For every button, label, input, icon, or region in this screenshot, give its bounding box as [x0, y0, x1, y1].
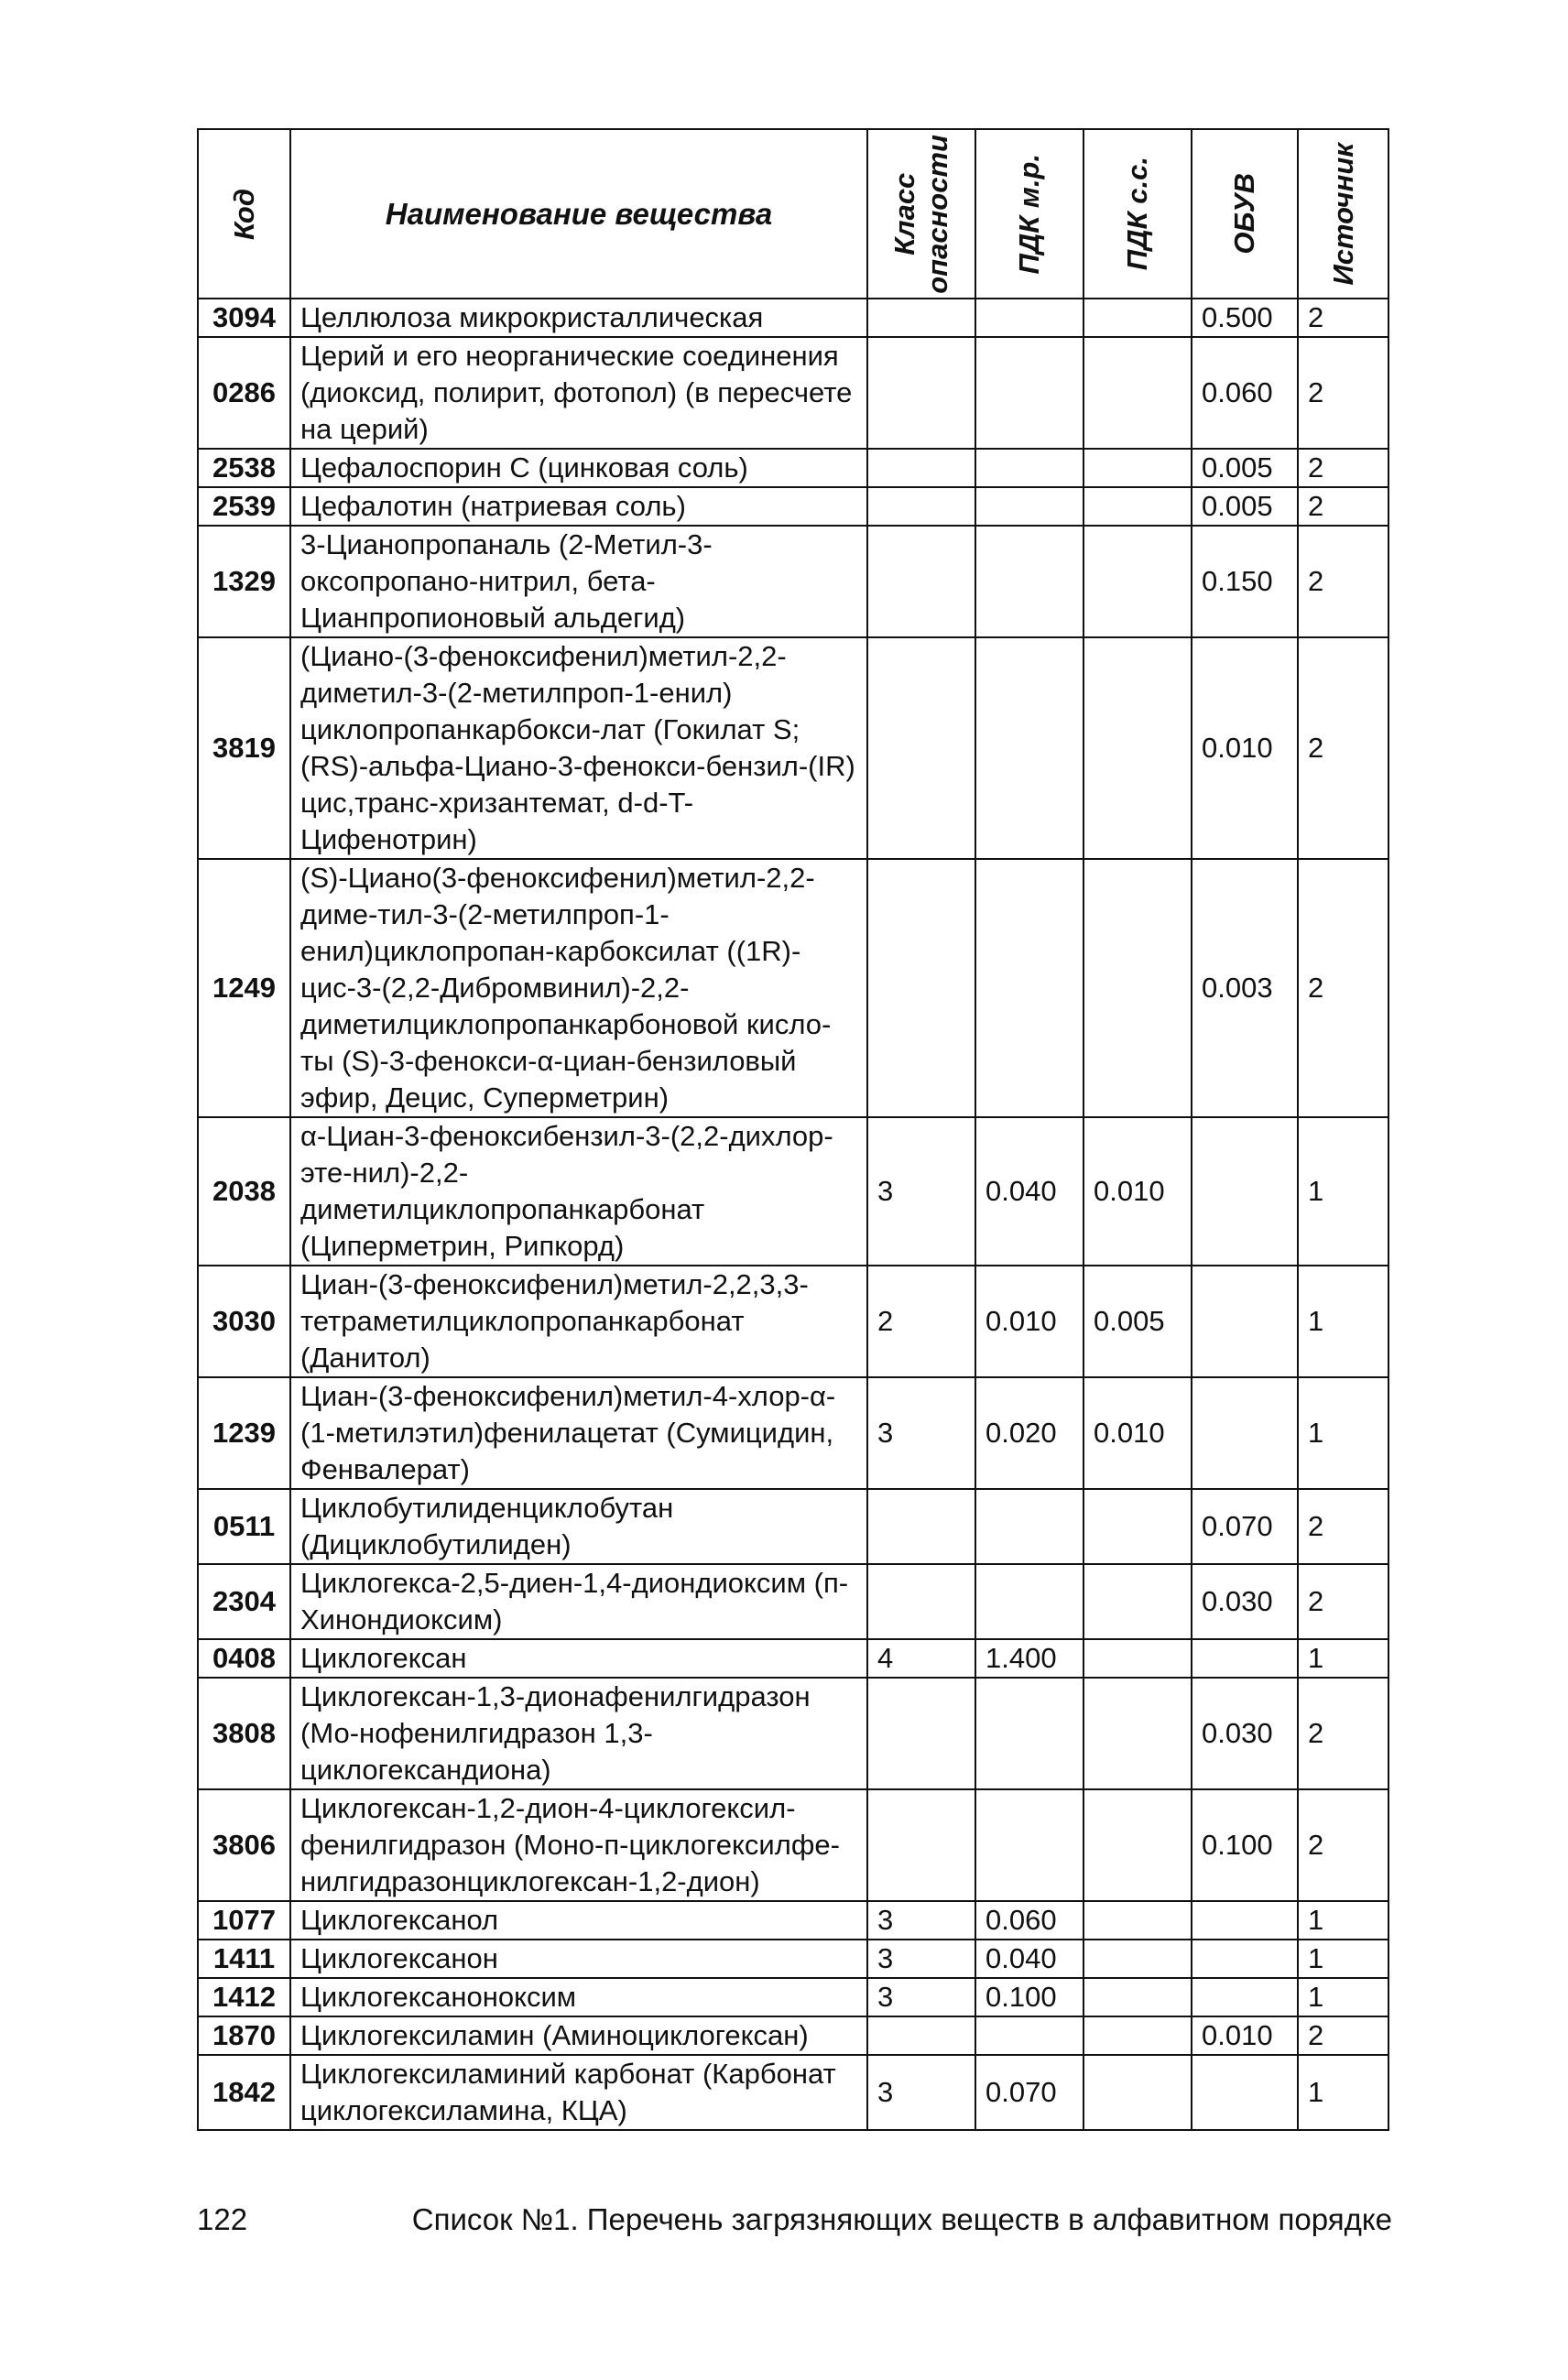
- cell-pdk-mr: 0.060: [975, 1901, 1083, 1940]
- cell-obuv: [1192, 1266, 1298, 1377]
- table-row: [198, 1564, 1388, 1639]
- cell-hazard-class: [867, 449, 975, 487]
- cell-pdk-ss: 0.010: [1083, 1377, 1192, 1489]
- cell-pdk-mr: 0.020: [975, 1377, 1083, 1489]
- header-pdk-ss: ПДК с.с.: [1083, 129, 1192, 299]
- table-row: [198, 1489, 1388, 1564]
- cell-obuv: 0.010: [1192, 2016, 1298, 2055]
- cell-name: Циклогексанон: [290, 1940, 867, 1978]
- header-name: Наименование вещества: [290, 129, 867, 299]
- cell-source: 1: [1298, 1117, 1388, 1266]
- cell-obuv: 0.100: [1192, 1789, 1298, 1901]
- cell-pdk-mr: [975, 1564, 1083, 1639]
- header-obuv: ОБУВ: [1192, 129, 1298, 299]
- table-row: [198, 1978, 1388, 2016]
- cell-code: 1239: [198, 1377, 290, 1489]
- cell-pdk-ss: [1083, 859, 1192, 1117]
- cell-pdk-ss: [1083, 2055, 1192, 2130]
- cell-name: Целлюлоза микрокристаллическая: [290, 299, 867, 337]
- cell-source: 1: [1298, 1901, 1388, 1940]
- footer-title: Список №1. Перечень загрязняющих веществ в алфавитном порядке: [411, 2202, 1392, 2236]
- cell-name: Цефалоспорин С (цинковая соль): [290, 449, 867, 487]
- cell-source: 2: [1298, 2016, 1388, 2055]
- cell-pdk-mr: [975, 1789, 1083, 1901]
- cell-source: 1: [1298, 2055, 1388, 2130]
- cell-pdk-ss: [1083, 1978, 1192, 2016]
- cell-obuv: 0.070: [1192, 1489, 1298, 1564]
- cell-code: 3808: [198, 1678, 290, 1789]
- table-row: [198, 2016, 1388, 2055]
- cell-name: Циклобутилиденциклобутан (Дициклобутилиден): [290, 1489, 867, 1564]
- cell-pdk-ss: [1083, 1639, 1192, 1678]
- cell-hazard-class: [867, 1678, 975, 1789]
- cell-hazard-class: 3: [867, 1978, 975, 2016]
- cell-source: 1: [1298, 1639, 1388, 1678]
- cell-code: 0286: [198, 337, 290, 449]
- cell-pdk-mr: 0.040: [975, 1117, 1083, 1266]
- cell-pdk-ss: [1083, 449, 1192, 487]
- cell-obuv: 0.010: [1192, 637, 1298, 859]
- cell-code: 1249: [198, 859, 290, 1117]
- cell-pdk-ss: [1083, 1678, 1192, 1789]
- header-code: Код: [198, 129, 290, 299]
- cell-pdk-ss: [1083, 1789, 1192, 1901]
- cell-obuv: 0.060: [1192, 337, 1298, 449]
- cell-pdk-mr: [975, 449, 1083, 487]
- cell-hazard-class: [867, 337, 975, 449]
- header-pdk-mr: ПДК м.р.: [975, 129, 1083, 299]
- cell-source: 2: [1298, 1789, 1388, 1901]
- cell-source: 1: [1298, 1978, 1388, 2016]
- cell-pdk-ss: [1083, 1564, 1192, 1639]
- table-row: [198, 449, 1388, 487]
- cell-pdk-ss: [1083, 487, 1192, 526]
- cell-code: 3806: [198, 1789, 290, 1901]
- cell-source: 2: [1298, 299, 1388, 337]
- table-row: [198, 1266, 1388, 1377]
- header-source: Источник: [1298, 129, 1388, 299]
- cell-source: 2: [1298, 637, 1388, 859]
- cell-pdk-mr: 0.100: [975, 1978, 1083, 2016]
- table-row: [198, 337, 1388, 449]
- cell-name: Циклогексиламиний карбонат (Карбонат циклогексиламина, КЦА): [290, 2055, 867, 2130]
- cell-hazard-class: [867, 2016, 975, 2055]
- cell-source: 2: [1298, 449, 1388, 487]
- cell-obuv: 0.500: [1192, 299, 1298, 337]
- cell-name: Циклогексан-1,3-дионафенилгидразон (Мо-нофенилгидразон 1,3-циклогександиона): [290, 1678, 867, 1789]
- cell-code: 1077: [198, 1901, 290, 1940]
- cell-pdk-ss: [1083, 1489, 1192, 1564]
- cell-name: Циан-(3-феноксифенил)метил-4-хлор-α-(1-метилэтил)фенилацетат (Сумицидин, Фенвалерат): [290, 1377, 867, 1489]
- cell-source: 2: [1298, 526, 1388, 637]
- table-row: [198, 1678, 1388, 1789]
- cell-obuv: 0.005: [1192, 487, 1298, 526]
- cell-hazard-class: [867, 487, 975, 526]
- cell-obuv: 0.005: [1192, 449, 1298, 487]
- cell-pdk-ss: [1083, 299, 1192, 337]
- cell-pdk-ss: [1083, 526, 1192, 637]
- cell-pdk-mr: [975, 1489, 1083, 1564]
- table-row: [198, 859, 1388, 1117]
- cell-pdk-ss: [1083, 337, 1192, 449]
- table-row: [198, 487, 1388, 526]
- cell-pdk-mr: [975, 337, 1083, 449]
- cell-name: Церий и его неорганические соединения (диоксид, полирит, фотопол) (в пересчете на церий): [290, 337, 867, 449]
- table-row: [198, 1639, 1388, 1678]
- cell-obuv: 0.150: [1192, 526, 1298, 637]
- cell-pdk-mr: [975, 2016, 1083, 2055]
- table-row: [198, 1117, 1388, 1266]
- cell-pdk-mr: [975, 526, 1083, 637]
- cell-name: (S)-Циано(3-феноксифенил)метил-2,2-диме-тил-3-(2-метилпроп-1-енил)циклопропан-карбоксилат ((1R)-цис-3-(2,2-Дибромвинил)-2,2-диметилциклопропанкарбоновой кисло-ты (S)-3-фенокси-α-циан-бензиловый эфир, Децис, Суперметрин): [290, 859, 867, 1117]
- cell-obuv: [1192, 1117, 1298, 1266]
- table-body: [198, 299, 1388, 2130]
- cell-code: 2304: [198, 1564, 290, 1639]
- cell-hazard-class: 2: [867, 1266, 975, 1377]
- cell-source: 1: [1298, 1266, 1388, 1377]
- cell-obuv: [1192, 1639, 1298, 1678]
- cell-pdk-ss: [1083, 1901, 1192, 1940]
- cell-name: 3-Цианопропаналь (2-Метил-3-оксопропано-нитрил, бета-Цианпропионовый альдегид): [290, 526, 867, 637]
- cell-name: Циклогексанол: [290, 1901, 867, 1940]
- cell-pdk-mr: 0.040: [975, 1940, 1083, 1978]
- cell-source: 2: [1298, 1678, 1388, 1789]
- cell-obuv: [1192, 1901, 1298, 1940]
- cell-code: 2539: [198, 487, 290, 526]
- cell-obuv: 0.030: [1192, 1564, 1298, 1639]
- table-row: [198, 1789, 1388, 1901]
- cell-pdk-ss: [1083, 1940, 1192, 1978]
- cell-pdk-ss: 0.005: [1083, 1266, 1192, 1377]
- cell-obuv: 0.030: [1192, 1678, 1298, 1789]
- cell-source: 1: [1298, 1377, 1388, 1489]
- table-row: [198, 2055, 1388, 2130]
- cell-name: Циклогекса-2,5-диен-1,4-диондиоксим (п-Хинондиоксим): [290, 1564, 867, 1639]
- cell-source: 2: [1298, 1489, 1388, 1564]
- cell-source: 1: [1298, 1940, 1388, 1978]
- cell-pdk-ss: [1083, 2016, 1192, 2055]
- header-row: [198, 129, 1388, 299]
- cell-name: Циклогексан: [290, 1639, 867, 1678]
- page-number: 122: [197, 2202, 248, 2236]
- cell-pdk-mr: 0.070: [975, 2055, 1083, 2130]
- cell-code: 3030: [198, 1266, 290, 1377]
- cell-code: 2038: [198, 1117, 290, 1266]
- cell-name: Циклогексаноноксим: [290, 1978, 867, 2016]
- cell-hazard-class: [867, 859, 975, 1117]
- cell-hazard-class: 4: [867, 1639, 975, 1678]
- cell-pdk-ss: [1083, 637, 1192, 859]
- cell-pdk-mr: [975, 487, 1083, 526]
- cell-pdk-mr: [975, 637, 1083, 859]
- cell-pdk-mr: [975, 1678, 1083, 1789]
- table-row: [198, 1901, 1388, 1940]
- table-row: [198, 637, 1388, 859]
- cell-pdk-mr: 0.010: [975, 1266, 1083, 1377]
- cell-name: Циан-(3-феноксифенил)метил-2,2,3,3-тетраметилциклопропанкарбонат (Данитол): [290, 1266, 867, 1377]
- cell-hazard-class: [867, 637, 975, 859]
- cell-code: 3819: [198, 637, 290, 859]
- cell-name: α-Циан-3-феноксибензил-3-(2,2-дихлор-эте-нил)-2,2-диметилциклопропанкарбонат (Циперметрин, Рипкорд): [290, 1117, 867, 1266]
- cell-hazard-class: [867, 1789, 975, 1901]
- cell-hazard-class: 3: [867, 1117, 975, 1266]
- cell-hazard-class: 3: [867, 1901, 975, 1940]
- cell-hazard-class: [867, 299, 975, 337]
- cell-code: 1329: [198, 526, 290, 637]
- cell-hazard-class: [867, 526, 975, 637]
- cell-source: 2: [1298, 337, 1388, 449]
- cell-hazard-class: 3: [867, 1940, 975, 1978]
- table-row: [198, 1940, 1388, 1978]
- cell-code: 1411: [198, 1940, 290, 1978]
- cell-name: Циклогексиламин (Аминоциклогексан): [290, 2016, 867, 2055]
- table-row: [198, 1377, 1388, 1489]
- cell-code: 2538: [198, 449, 290, 487]
- cell-code: 1870: [198, 2016, 290, 2055]
- cell-source: 2: [1298, 859, 1388, 1117]
- cell-pdk-mr: 1.400: [975, 1639, 1083, 1678]
- cell-pdk-mr: [975, 299, 1083, 337]
- cell-code: 1412: [198, 1978, 290, 2016]
- table-row: [198, 299, 1388, 337]
- table-row: [198, 526, 1388, 637]
- cell-obuv: [1192, 1940, 1298, 1978]
- cell-hazard-class: 3: [867, 2055, 975, 2130]
- cell-name: Цефалотин (натриевая соль): [290, 487, 867, 526]
- cell-code: 0408: [198, 1639, 290, 1678]
- cell-hazard-class: 3: [867, 1377, 975, 1489]
- cell-pdk-ss: 0.010: [1083, 1117, 1192, 1266]
- cell-source: 2: [1298, 487, 1388, 526]
- cell-obuv: 0.003: [1192, 859, 1298, 1117]
- cell-obuv: [1192, 2055, 1298, 2130]
- cell-source: 2: [1298, 1564, 1388, 1639]
- substances-table: [197, 128, 1389, 2131]
- cell-obuv: [1192, 1377, 1298, 1489]
- header-hazard-class: Класс опасности: [867, 129, 975, 299]
- cell-pdk-mr: [975, 859, 1083, 1117]
- cell-hazard-class: [867, 1564, 975, 1639]
- cell-name: (Циано-(3-феноксифенил)метил-2,2-диметил-3-(2-метилпроп-1-енил) циклопропанкарбокси-лат (Гокилат S; (RS)-альфа-Циано-3-фенокси-бензил-(IR) цис,транс-хризантемат, d-d-T-Цифенотрин): [290, 637, 867, 859]
- cell-name: Циклогексан-1,2-дион-4-циклогексил-фенилгидразон (Моно-п-циклогексилфе-нилгидразонциклогексан-1,2-дион): [290, 1789, 867, 1901]
- cell-code: 3094: [198, 299, 290, 337]
- cell-code: 0511: [198, 1489, 290, 1564]
- cell-hazard-class: [867, 1489, 975, 1564]
- cell-code: 1842: [198, 2055, 290, 2130]
- cell-obuv: [1192, 1978, 1298, 2016]
